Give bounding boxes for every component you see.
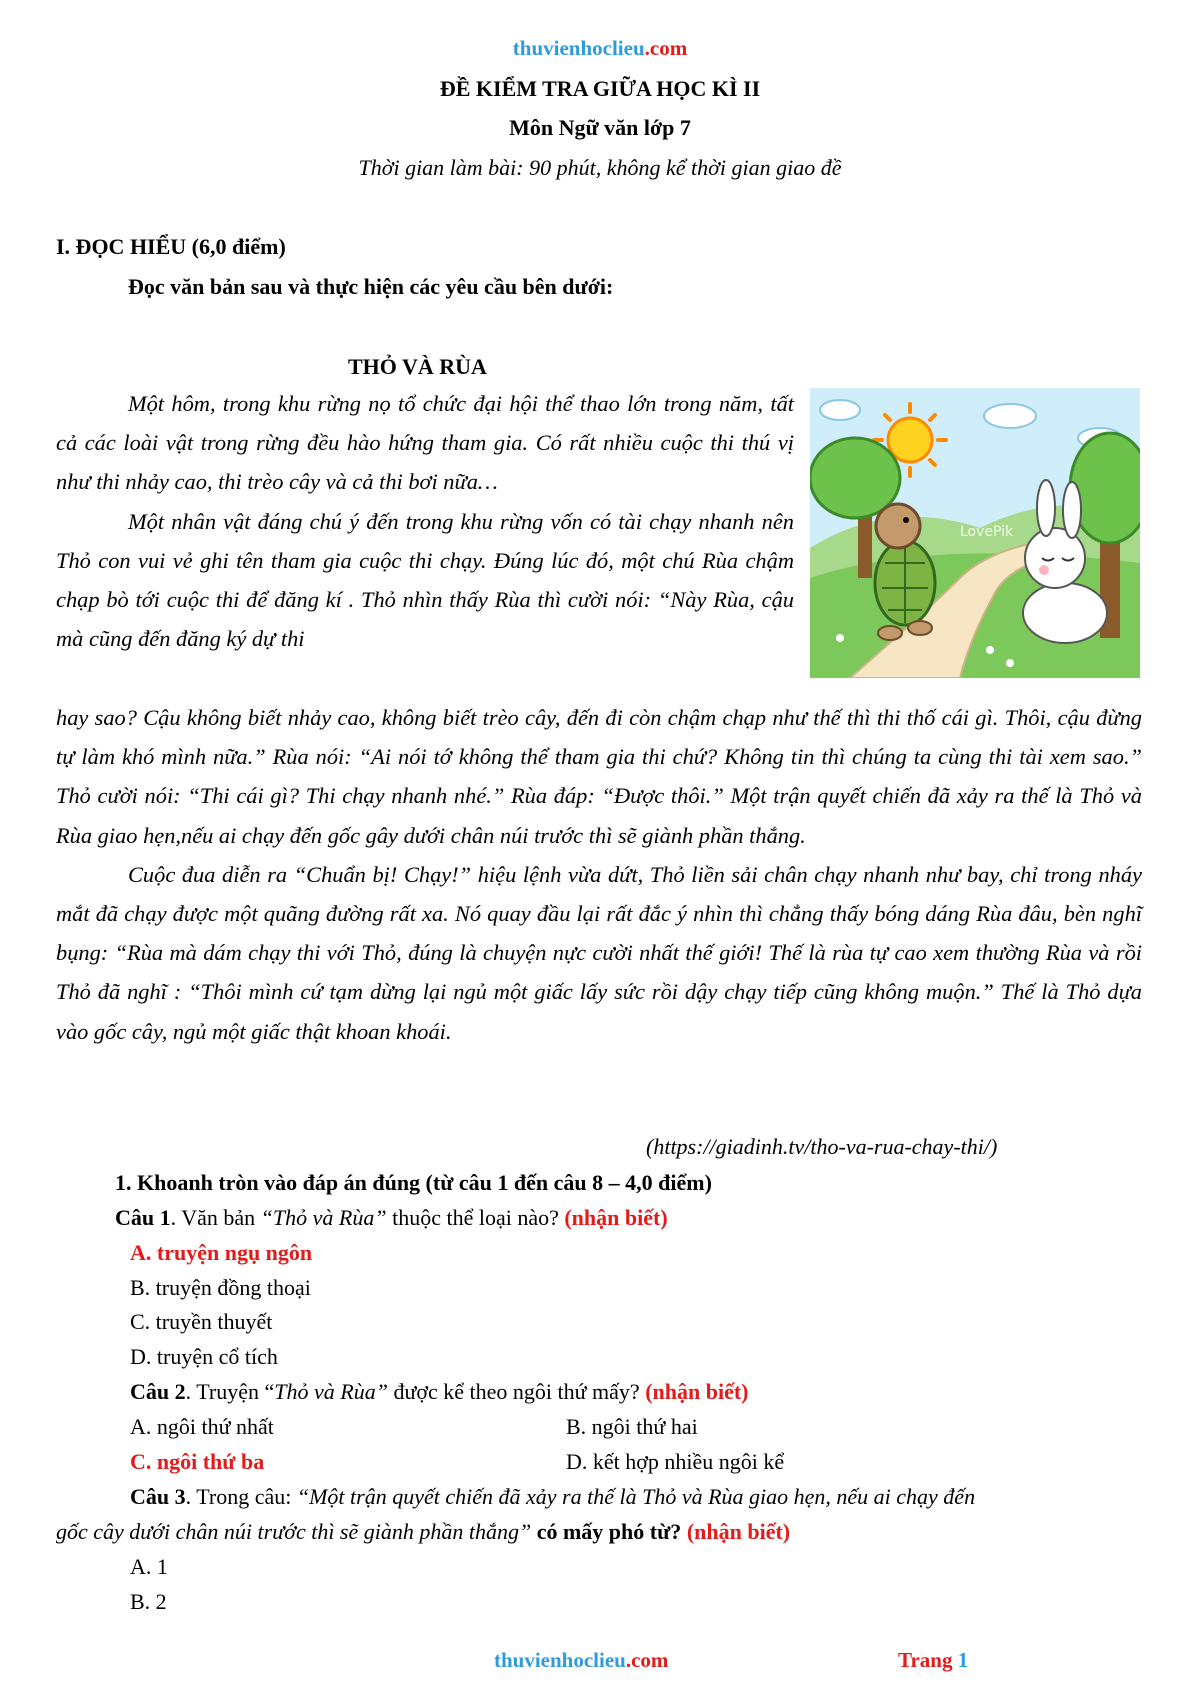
site-tld: .com	[644, 36, 688, 60]
question-label: Câu 3	[130, 1484, 186, 1509]
question-1: Câu 1. Văn bản “Thỏ và Rùa” thuộc thể loại nào? (nhận biết)	[115, 1205, 668, 1230]
watermark-text: LovePik	[960, 524, 1014, 540]
difficulty-badge: (nhận biết)	[686, 1519, 791, 1544]
story-text-full	[56, 698, 1142, 1051]
footer-site-link[interactable]: thuvienhoclieu.com	[494, 1648, 669, 1672]
question-3-continued: gốc cây dưới chân núi trước thì sẽ giành phần thắng” có mấy phó từ? (nhận biết)	[56, 1519, 791, 1544]
exam-duration: Thời gian làm bài: 90 phút, không kể thời gian giao đề	[358, 155, 842, 180]
page-number: Trang 1	[898, 1648, 969, 1672]
story-paragraph: hay sao? Cậu không biết nhảy cao, không biết trèo cây, đến đi còn chậm chạp như thế thì thi thố cái gì. Thôi, cậu đừng tự làm khó mình nữa.” Rùa nói: “Ai nói tớ không thể tham gia thi chứ? Không tin thì chúng ta cùng thi tài xem sao.” Thỏ cười nói: “Thi cái gì? Thi chạy nhanh nhé.” Rùa đáp: “Được thôi.” Một trận quyết chiến đã xảy ra thế là Thỏ và Rùa giao hẹn,nếu ai chạy đến gốc gây dưới chân núi trước thì sẽ giành phần thắng.	[56, 705, 1142, 848]
answer-option[interactable]: A. ngôi thứ nhất	[130, 1414, 274, 1439]
exam-subject: Môn Ngữ văn lớp 7	[509, 115, 691, 140]
answer-option-correct[interactable]: C. ngôi thứ ba	[130, 1449, 265, 1474]
answer-option[interactable]: A. 1	[130, 1554, 168, 1579]
site-name: thuvienhoclieu	[512, 36, 645, 60]
difficulty-badge: (nhận biết)	[645, 1379, 749, 1404]
question-2: Câu 2. Truyện “Thỏ và Rùa” được kể theo ngôi thứ mấy? (nhận biết)	[130, 1379, 749, 1404]
answer-option[interactable]: D. truyện cổ tích	[130, 1344, 278, 1369]
answer-option-correct[interactable]: A. truyện ngụ ngôn	[130, 1240, 313, 1265]
section-instruction: Đọc văn bản sau và thực hiện các yêu cầu bên dưới:	[128, 274, 614, 299]
answer-option[interactable]: C. truyền thuyết	[130, 1309, 273, 1334]
tortoise-and-hare-illustration	[810, 388, 1140, 678]
question-label: Câu 2	[130, 1379, 186, 1404]
exam-title: ĐỀ KIỂM TRA GIỮA HỌC KÌ II	[439, 76, 761, 101]
difficulty-badge: (nhận biết)	[564, 1205, 668, 1230]
story-paragraph: Một nhân vật đáng chú ý đến trong khu rừng vốn có tài chạy nhanh nên Thỏ con vui vẻ ghi tên tham gia cuộc thi chạy. Đúng lúc đó, một chú Rùa chậm chạp bò tới cuộc thi để đăng kí . Thỏ nhìn thấy Rùa thì cười nói: “Này Rùa, cậu mà cũng đến đăng ký dự thi	[56, 508, 794, 652]
story-source: (https://giadinh.tv/tho-va-rua-chay-thi/)	[646, 1134, 998, 1159]
story-title: THỎ VÀ RÙA	[348, 354, 487, 379]
section-heading: I. ĐỌC HIỂU (6,0 điểm)	[56, 234, 286, 259]
answer-option[interactable]: B. 2	[130, 1589, 167, 1614]
site-header[interactable]	[0, 36, 1200, 61]
part-heading: 1. Khoanh tròn vào đáp án đúng (từ câu 1 đến câu 8 – 4,0 điểm)	[115, 1170, 712, 1195]
question-label: Câu 1	[115, 1205, 171, 1230]
answer-option[interactable]: B. truyện đồng thoại	[130, 1275, 311, 1300]
story-paragraph: Cuộc đua diễn ra “Chuẩn bị! Chạy!” hiệu lệnh vừa dứt, Thỏ liền sải chân chạy nhanh như bay, chỉ trong nháy mắt đã chạy được một quãng đường rất xa. Nó quay đầu lại rất đắc ý nhìn thì chẳng thấy bóng dáng Rùa đâu, bèn nghĩ bụng: “Rùa mà dám chạy thi với Thỏ, đúng là chuyện nực cười nhất thế giới! Thế là rùa tự cao xem thường Rùa và rồi Thỏ đã nghĩ : “Thôi mình cứ tạm dừng lại ngủ một giấc lấy sức rồi dậy chạy tiếp cũng không muộn.” Thế là Thỏ dựa vào gốc cây, ngủ một giấc thật khoan khoái.	[56, 861, 1142, 1044]
story-paragraph: Một hôm, trong khu rừng nọ tổ chức đại hội thể thao lớn trong năm, tất cả các loài vật trong rừng đều hào hứng tham gia. Có rất nhiều cuộc thi thú vị như thi nhảy cao, thi trèo cây và cả thi bơi nữa…	[56, 391, 794, 495]
answer-option[interactable]: D. kết hợp nhiều ngôi kể	[566, 1449, 785, 1474]
story-text-wrapped	[56, 384, 794, 658]
answer-option[interactable]: B. ngôi thứ hai	[566, 1414, 698, 1439]
question-3: Câu 3. Trong câu: “Một trận quyết chiến đã xảy ra thế là Thỏ và Rùa giao hẹn, nếu ai chạy đến	[130, 1484, 976, 1509]
